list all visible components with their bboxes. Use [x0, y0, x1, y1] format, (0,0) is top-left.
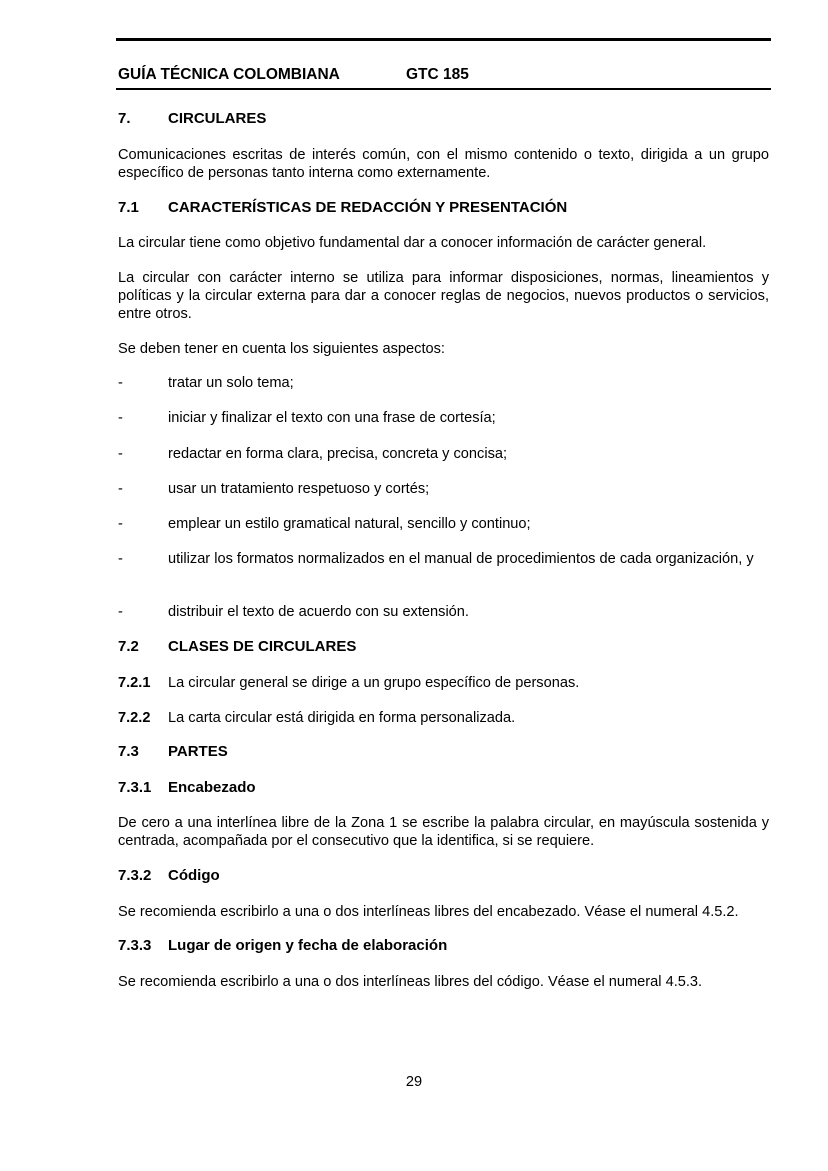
paragraph: Se deben tener en cuenta los siguientes aspectos: — [118, 341, 445, 357]
section-heading-7-2 — [118, 638, 769, 656]
section-number: 7.2 — [118, 638, 139, 655]
list-item — [118, 515, 769, 533]
bullet-dash: - — [118, 375, 123, 391]
bullet-dash: - — [118, 481, 123, 497]
subsection-number: 7.2.2 — [118, 710, 151, 726]
list-item-text: distribuir el texto de acuerdo con su extensión. — [168, 604, 469, 620]
list-item — [118, 480, 769, 498]
bullet-dash: - — [118, 410, 123, 426]
paragraph: La circular con carácter interno se utiliza para informar disposiciones, normas, lineamientos y políticas y la circular externa para dar a conocer reglas de negocios, nuevos productos o servicios, entre otros. — [118, 270, 769, 322]
subsection-heading-7-3-1 — [118, 779, 769, 797]
section-number: 7. — [118, 110, 131, 127]
list-item-text: utilizar los formatos normalizados en el manual de procedimientos de cada organización, y — [168, 551, 754, 567]
section-title: CIRCULARES — [168, 110, 267, 127]
section-number: 7.1 — [118, 199, 139, 216]
section-title: PARTES — [168, 743, 228, 760]
list-item — [118, 603, 769, 621]
subsection-number: 7.3.3 — [118, 937, 152, 954]
subsection-heading-7-3-3 — [118, 937, 769, 955]
list-item-text: usar un tratamiento respetuoso y cortés; — [168, 481, 430, 497]
section-heading-7-3 — [118, 743, 769, 761]
paragraph: Se recomienda escribirlo a una o dos interlíneas libres del código. Véase el numeral 4.5.3. — [118, 974, 703, 990]
list-item-text: tratar un solo tema; — [168, 375, 294, 391]
subsection-title: Encabezado — [168, 779, 256, 796]
subsection-number: 7.3.1 — [118, 779, 152, 796]
list-item-text: redactar en forma clara, precisa, concreta y concisa; — [168, 446, 508, 462]
paragraph: De cero a una interlínea libre de la Zona 1 se escribe la palabra circular, en mayúscula sostenida y centrada, acompañada por el consecutivo que la identifica, si se requiere. — [118, 815, 769, 849]
subsection-text: La carta circular está dirigida en forma personalizada. — [168, 710, 516, 726]
subsection-heading-7-3-2 — [118, 867, 769, 885]
list-item — [118, 374, 769, 392]
header-title: GUÍA TÉCNICA COLOMBIANA — [118, 66, 340, 83]
header-bottom-rule — [116, 88, 771, 90]
list-item-text: emplear un estilo gramatical natural, sencillo y continuo; — [168, 516, 531, 532]
section-heading-7-1 — [118, 199, 769, 217]
section-title: CLASES DE CIRCULARES — [168, 638, 357, 655]
list-item — [118, 550, 769, 568]
paragraph: Se recomienda escribirlo a una o dos interlíneas libres del encabezado. Véase el numeral 4.5.2. — [118, 904, 739, 920]
subsection-title: Código — [168, 867, 220, 884]
section-7-intro: Comunicaciones escritas de interés común, con el mismo contenido o texto, dirigida a un grupo específico de personas tanto interna como externamente. — [118, 147, 769, 181]
list-item — [118, 409, 769, 427]
list-item-text: iniciar y finalizar el texto con una frase de cortesía; — [168, 410, 496, 426]
bullet-dash: - — [118, 551, 123, 567]
subsection-number: 7.3.2 — [118, 867, 152, 884]
running-header — [118, 66, 469, 84]
section-number: 7.3 — [118, 743, 139, 760]
header-code: GTC 185 — [406, 66, 469, 83]
bullet-dash: - — [118, 516, 123, 532]
subsection-7-2-1 — [118, 674, 769, 692]
page-number: 29 — [405, 1074, 423, 1090]
bullet-dash: - — [118, 446, 123, 462]
subsection-title: Lugar de origen y fecha de elaboración — [168, 937, 448, 954]
header-top-rule — [116, 38, 771, 41]
section-title: CARACTERÍSTICAS DE REDACCIÓN Y PRESENTACIÓN — [168, 199, 568, 216]
subsection-number: 7.2.1 — [118, 675, 151, 691]
bullet-dash: - — [118, 604, 123, 620]
section-heading-7 — [118, 110, 769, 128]
paragraph: La circular tiene como objetivo fundamental dar a conocer información de carácter general. — [118, 235, 707, 251]
subsection-text: La circular general se dirige a un grupo específico de personas. — [168, 675, 580, 691]
subsection-7-2-2 — [118, 709, 769, 727]
list-item — [118, 445, 769, 463]
